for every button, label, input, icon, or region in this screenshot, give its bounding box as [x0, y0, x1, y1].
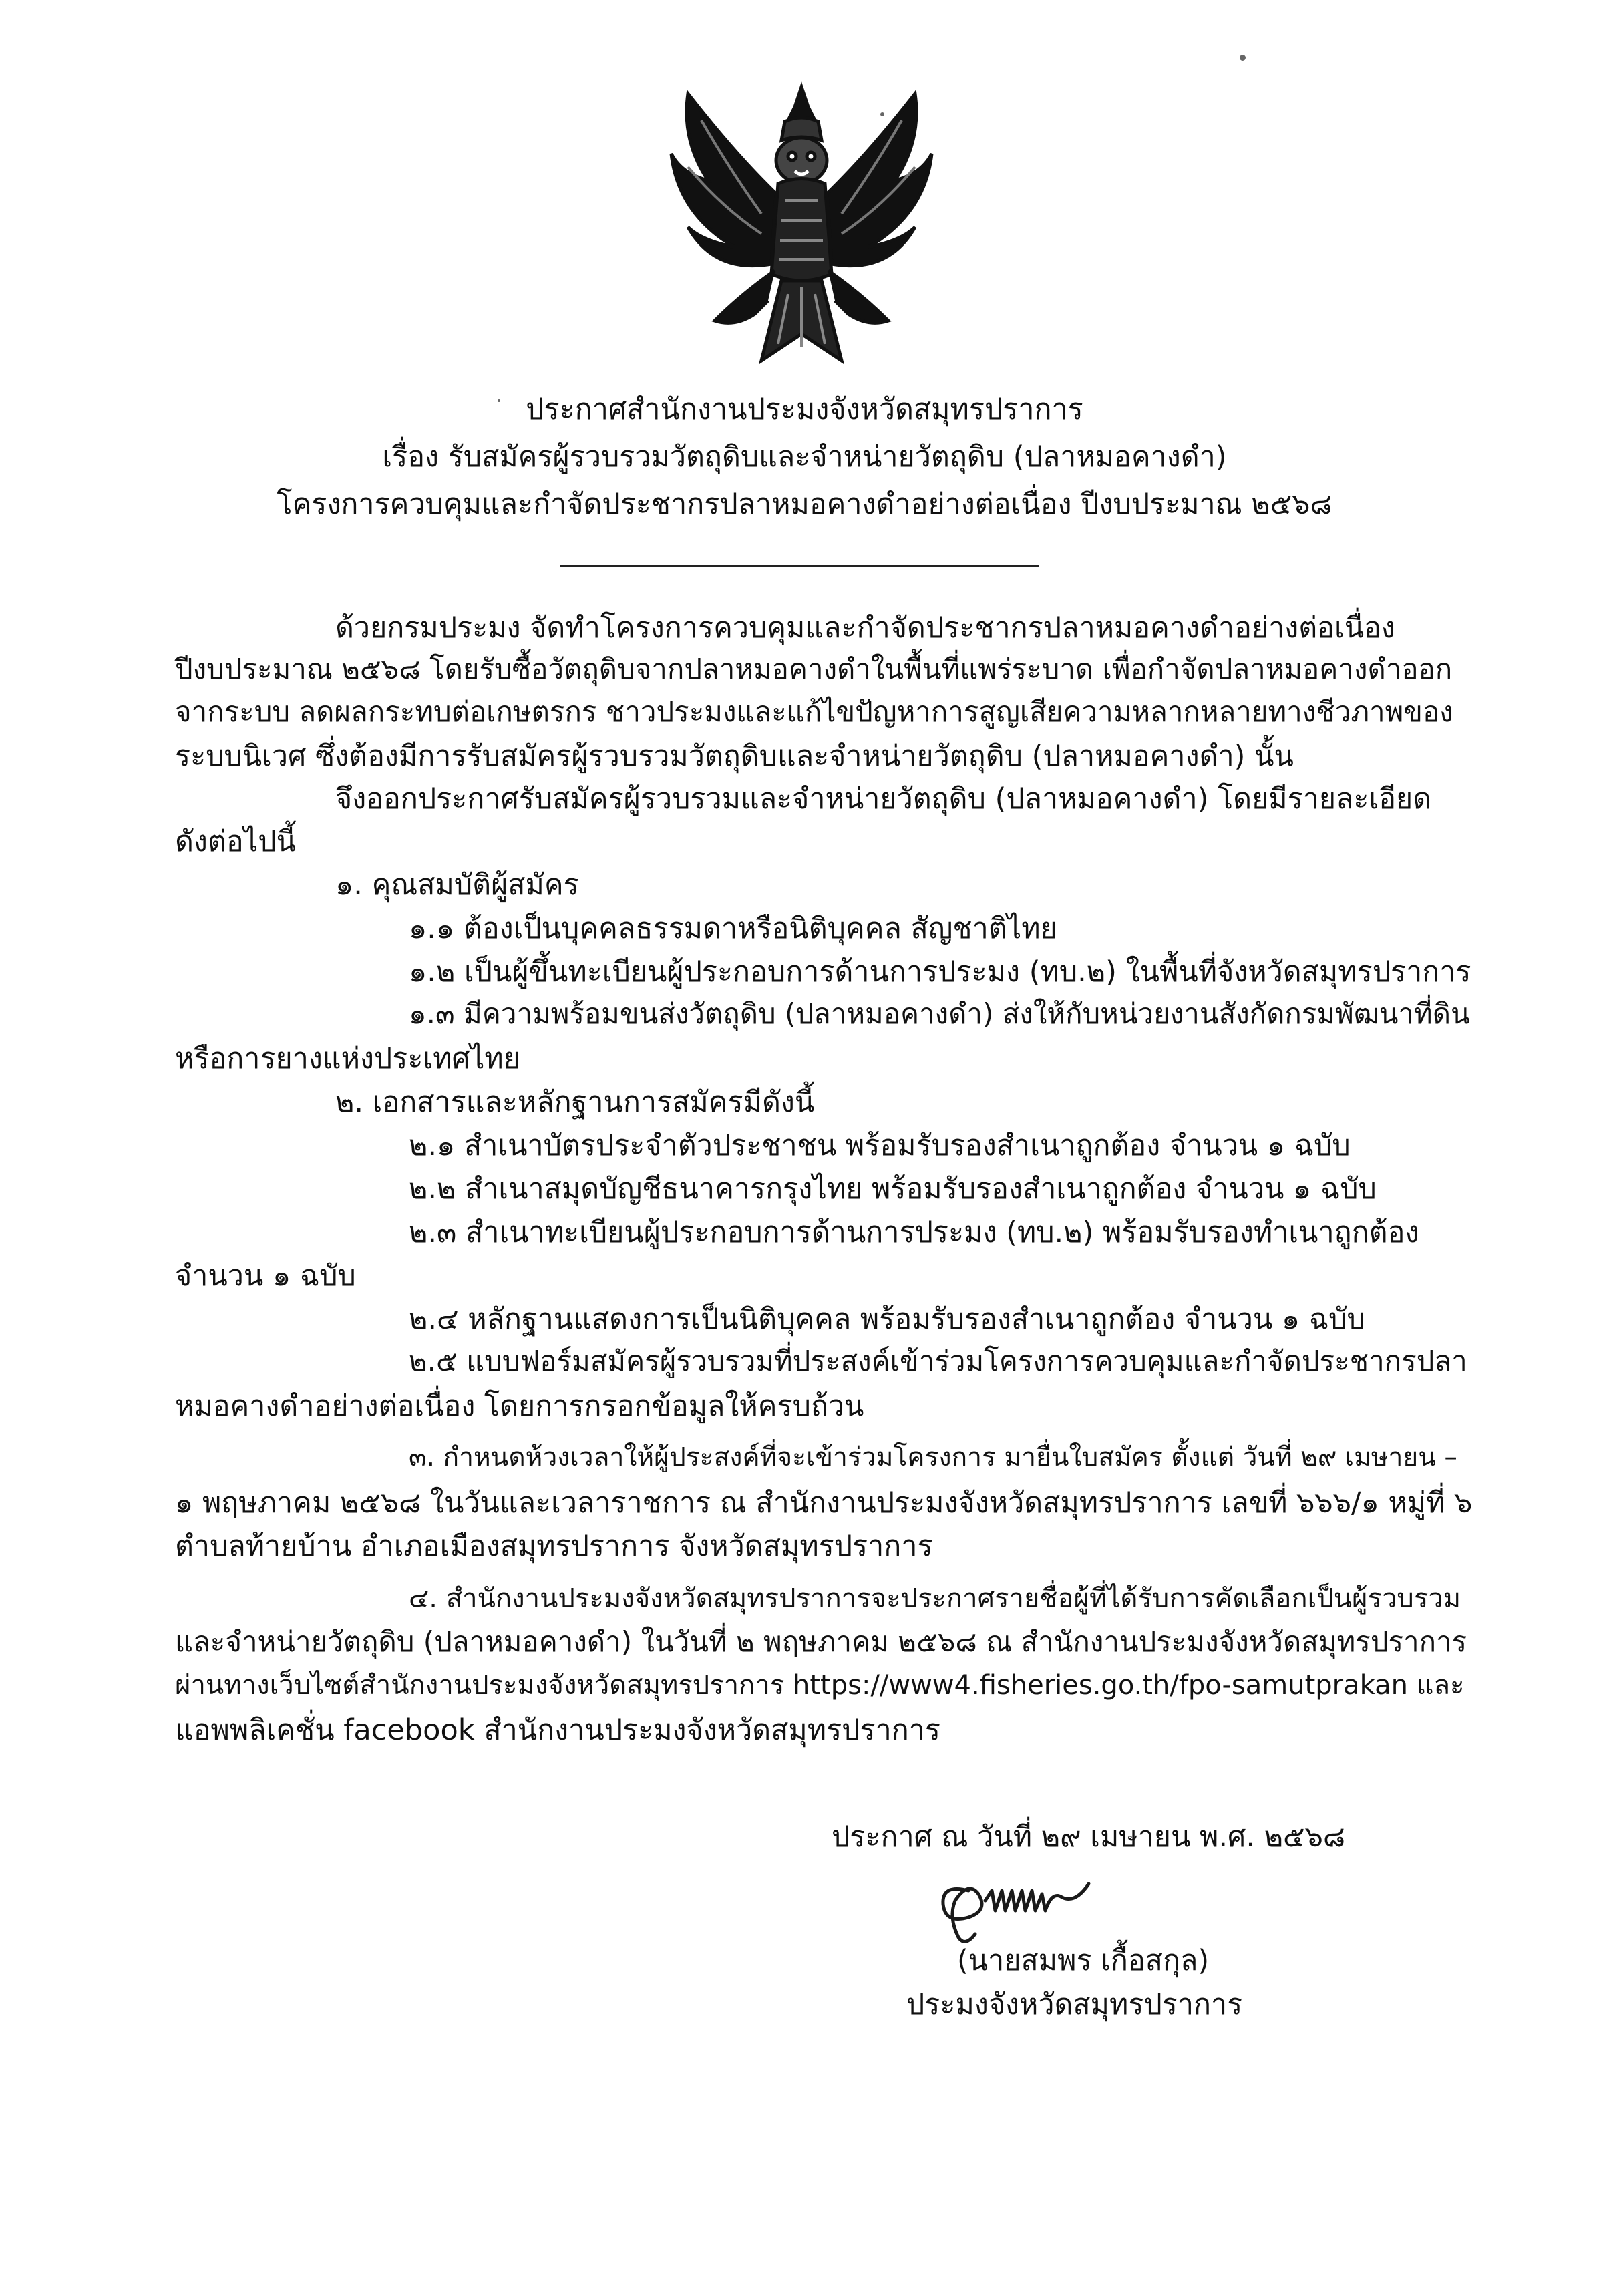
scan-speck [880, 112, 884, 116]
header-subject: เรื่อง รับสมัครผู้รวบรวมวัตถุดิบและจำหน่ายวัตถุดิบ (ปลาหมอคางดำ) [382, 440, 1227, 474]
announcement-date: ประกาศ ณ วันที่ ๒๙ เมษายน พ.ศ. ๒๕๖๘ [832, 1820, 1346, 1854]
header-project: โครงการควบคุมและกำจัดประชากรปลาหมอคางดำอย่างต่อเนื่อง ปีงบประมาณ ๒๕๖๘ [277, 488, 1332, 521]
section-4-line: แอพพลิเคชั่น facebook สำนักงานประมงจังหวัดสมุทรปราการ [175, 1713, 940, 1747]
list-item: หรือการยางแห่งประเทศไทย [175, 1042, 520, 1076]
list-item: ๑.๑ ต้องเป็นบุคคลธรรมดาหรือนิติบุคคล สัญชาติไทย [409, 912, 1057, 945]
list-item: ๑.๒ เป็นผู้ขึ้นทะเบียนผู้ประกอบการด้านการประมง (ทบ.๒) ในพื้นที่จังหวัดสมุทรปราการ [409, 955, 1471, 989]
garuda-emblem [661, 80, 942, 374]
section-heading: ๑. คุณสมบัติผู้สมัคร [335, 868, 579, 902]
intro-line: ดังต่อไปนี้ [175, 825, 296, 858]
scan-speck [498, 399, 500, 402]
section-4-line: และจำหน่ายวัตถุดิบ (ปลาหมอคางดำ) ในวันที่ ๒ พฤษภาคม ๒๕๖๘ ณ สำนักงานประมงจังหวัดสมุทรปราการ [175, 1625, 1467, 1658]
list-item: ๒.๒ สำเนาสมุดบัญชีธนาคารกรุงไทย พร้อมรับรองสำเนาถูกต้อง จำนวน ๑ ฉบับ [409, 1172, 1377, 1206]
header-title: ประกาศสำนักงานประมงจังหวัดสมุทรปราการ [526, 393, 1083, 426]
header-divider [560, 565, 1039, 567]
section-heading: ๒. เอกสารและหลักฐานการสมัครมีดังนี้ [335, 1086, 815, 1119]
section-3-line: ๓. กำหนดห้วงเวลาให้ผู้ประสงค์ที่จะเข้าร่วมโครงการ มายื่นใบสมัคร ตั้งแต่ วันที่ ๒๙ เมษายน – [409, 1442, 1457, 1472]
section-3-line: ๑ พฤษภาคม ๒๕๖๘ ในวันและเวลาราชการ ณ สำนักงานประมงจังหวัดสมุทรปราการ เลขที่ ๖๖๖/๑ หมู่ที่ ๖ [175, 1486, 1473, 1520]
intro-line: ด้วยกรมประมง จัดทำโครงการควบคุมและกำจัดประชากรปลาหมอคางดำอย่างต่อเนื่อง [335, 611, 1395, 645]
list-item: หมอคางดำอย่างต่อเนื่อง โดยการกรอกข้อมูลให้ครบถ้วน [175, 1389, 864, 1423]
announcement-header [0, 386, 1609, 528]
signatory-position: ประมงจังหวัดสมุทรปราการ [906, 1988, 1243, 2021]
section-4-line: ผ่านทางเว็บไซต์สำนักงานประมงจังหวัดสมุทรปราการ https://www4.fisheries.go.th/fpo-samutprakan และ [175, 1670, 1465, 1701]
list-item: ๒.๓ สำเนาทะเบียนผู้ประกอบการด้านการประมง (ทบ.๒) พร้อมรับรองทำเนาถูกต้อง [409, 1216, 1419, 1249]
list-item: ๑.๓ มีความพร้อมขนส่งวัตถุดิบ (ปลาหมอคางดำ) ส่งให้กับหน่วยงานสังกัดกรมพัฒนาที่ดิน [409, 997, 1470, 1030]
list-item: ๒.๔ หลักฐานแสดงการเป็นนิติบุคคล พร้อมรับรองสำเนาถูกต้อง จำนวน ๑ ฉบับ [409, 1303, 1365, 1336]
signatory-name: (นายสมพร เกื้อสกุล) [957, 1944, 1210, 1977]
section-3-line: ตำบลท้ายบ้าน อำเภอเมืองสมุทรปราการ จังหวัดสมุทรปราการ [175, 1530, 933, 1563]
list-item: จำนวน ๑ ฉบับ [175, 1259, 356, 1293]
list-item: ๒.๑ สำเนาบัตรประจำตัวประชาชน พร้อมรับรองสำเนาถูกต้อง จำนวน ๑ ฉบับ [409, 1129, 1351, 1162]
section-4-line: ๔. สำนักงานประมงจังหวัดสมุทรปราการจะประกาศรายชื่อผู้ที่ได้รับการคัดเลือกเป็นผู้รวบรวม [409, 1583, 1461, 1614]
intro-line: ระบบนิเวศ ซึ่งต้องมีการรับสมัครผู้รวบรวมวัตถุดิบและจำหน่ายวัตถุดิบ (ปลาหมอคางดำ) นั้น [175, 740, 1294, 773]
list-item: ๒.๕ แบบฟอร์มสมัครผู้รวบรวมที่ประสงค์เข้าร่วมโครงการควบคุมและกำจัดประชากรปลา [409, 1345, 1467, 1377]
intro-line: ปีงบประมาณ ๒๕๖๘ โดยรับซื้อวัตถุดิบจากปลาหมอคางดำในพื้นที่แพร่ระบาด เพื่อกำจัดปลาหมอคางดำออก [175, 653, 1453, 685]
intro-line: จึงออกประกาศรับสมัครผู้รวบรวมและจำหน่ายวัตถุดิบ (ปลาหมอคางดำ) โดยมีรายละเอียด [335, 782, 1432, 816]
intro-line: จากระบบ ลดผลกระทบต่อเกษตรกร ชาวประมงและแก้ไขปัญหาการสูญเสียความหลากหลายทางชีวภาพของ [175, 695, 1453, 728]
scan-speck [1240, 55, 1246, 61]
